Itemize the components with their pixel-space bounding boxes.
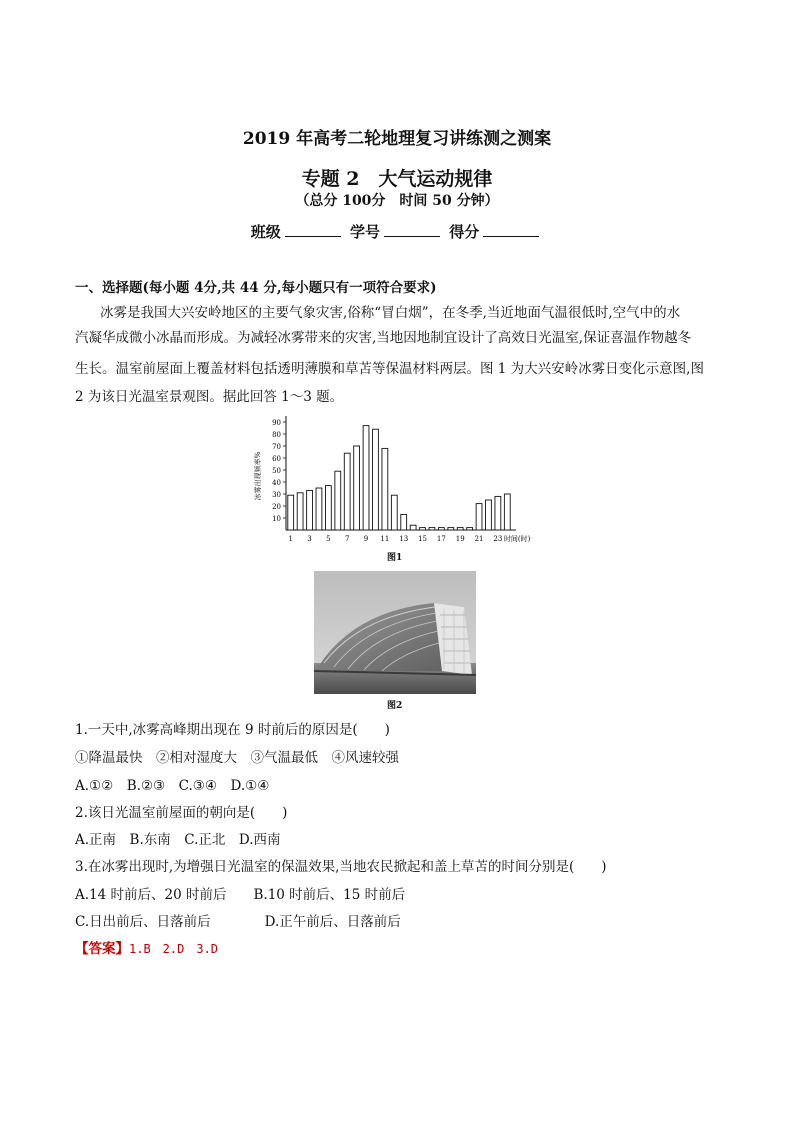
student-info-line — [0, 221, 794, 242]
chart-bar — [467, 528, 473, 530]
document-title: 2019 年高考二轮地理复习讲练测之测案 — [242, 129, 552, 149]
question-3-options: C.日出前后、日落前后 D.正午前后、日落前后 — [75, 914, 401, 930]
x-tick-label: 15 — [418, 535, 428, 543]
figure-1-caption: 图1 — [387, 553, 403, 563]
chart-bar — [344, 453, 350, 530]
chart-bar — [486, 500, 492, 530]
class-blank[interactable] — [285, 221, 341, 237]
score-label: 得分 — [449, 223, 480, 241]
y-tick-label: 40 — [272, 479, 281, 487]
x-tick-label: 7 — [344, 535, 350, 543]
x-tick-label: 9 — [363, 535, 369, 543]
chart-bar — [382, 448, 388, 530]
score-time-info: （总分 100分 时间 50 分钟） — [295, 193, 499, 209]
y-tick-label: 20 — [272, 503, 281, 511]
chart-bar — [448, 528, 454, 530]
x-tick-label: 23 — [493, 535, 503, 543]
x-tick-label: 1 — [288, 535, 293, 543]
x-axis-label: 时间(时) — [503, 535, 531, 543]
chart-bar — [325, 486, 331, 530]
intro-line: 生长。温室前屋面上覆盖材料包括透明薄膜和草苫等保温材料两层。图 1 为大兴安岭冰雾日变化示意图,图 — [75, 361, 704, 377]
question-3-options: A.14 时前后、20 时前后 B.10 时前后、15 时前后 — [75, 887, 406, 903]
chart-bar — [316, 488, 322, 530]
chart-bar — [410, 525, 416, 530]
student-id-blank[interactable] — [384, 221, 440, 237]
class-label: 班级 — [250, 223, 281, 241]
score-blank[interactable] — [483, 221, 539, 237]
answer-line — [75, 939, 725, 959]
chart-bar — [495, 496, 501, 530]
y-axis-label: 冰雾出现频率% — [254, 451, 262, 501]
y-tick-label: 50 — [272, 467, 281, 475]
x-tick-label: 19 — [455, 535, 465, 543]
chart-bar — [438, 528, 444, 530]
chart-bar — [335, 471, 341, 530]
figure-1-chart — [252, 414, 552, 564]
student-id-label: 学号 — [349, 223, 380, 241]
question-1-stem: 1.一天中,冰雾高峰期出现在 9 时前后的原因是( ) — [75, 722, 390, 738]
bar-chart — [252, 414, 552, 564]
greenhouse-photo — [314, 571, 476, 694]
chart-bar — [476, 504, 482, 530]
question-1-statements: ①降温最快 ②相对湿度大 ③气温最低 ④风速较强 — [75, 750, 399, 766]
y-tick-label: 70 — [272, 443, 281, 451]
question-2-stem: 2.该日光温室前屋面的朝向是( ) — [75, 805, 288, 821]
chart-bar — [420, 528, 426, 530]
y-tick-label: 10 — [272, 515, 281, 523]
chart-bar — [297, 493, 303, 530]
x-tick-label: 21 — [474, 535, 484, 543]
answer-value: 1.B 2.D 3.D — [129, 942, 219, 956]
y-tick-label: 60 — [272, 455, 281, 463]
question-3-stem: 3.在冰雾出现时,为增强日光温室的保温效果,当地农民掀起和盖上草苫的时间分别是( ) — [75, 859, 607, 875]
y-tick-label: 80 — [272, 431, 281, 439]
chart-bar — [429, 528, 435, 530]
intro-line: 冰雾是我国大兴安岭地区的主要气象灾害,俗称“冒白烟”，在冬季,当近地面气温很低时,空气中的水 — [100, 305, 681, 321]
y-tick-label: 30 — [272, 491, 281, 499]
x-tick-label: 3 — [307, 535, 312, 543]
intro-line: 汽凝华成微小冰晶而形成。为减轻冰雾带来的灾害,当地因地制宜设计了高效日光温室,保证喜温作物越冬 — [75, 330, 692, 346]
chart-bar — [457, 528, 463, 530]
y-tick-label: 90 — [272, 419, 281, 427]
x-tick-label: 17 — [436, 535, 446, 543]
section-heading: 一、选择题(每小题 4分,共 44 分,每小题只有一项符合要求) — [75, 280, 437, 296]
question-1-options: A.①② B.②③ C.③④ D.①④ — [75, 778, 270, 794]
topic-title: 专题 2 大气运动规律 — [301, 168, 493, 190]
chart-bar — [401, 514, 407, 530]
chart-bar — [391, 495, 397, 530]
chart-bar — [373, 429, 379, 530]
chart-bar — [354, 446, 360, 530]
x-tick-label: 13 — [399, 535, 409, 543]
x-tick-label: 11 — [380, 535, 390, 543]
chart-bar — [307, 490, 313, 530]
x-tick-label: 5 — [326, 535, 331, 543]
chart-bar — [504, 494, 510, 530]
intro-line: 2 为该日光温室景观图。据此回答 1～3 题。 — [75, 389, 344, 405]
answer-label: 【答案】 — [75, 941, 129, 957]
figure-2-caption: 图2 — [387, 701, 403, 711]
chart-bar — [363, 426, 369, 530]
question-2-options: A.正南 B.东南 C.正北 D.西南 — [75, 832, 281, 848]
chart-bar — [288, 495, 294, 530]
